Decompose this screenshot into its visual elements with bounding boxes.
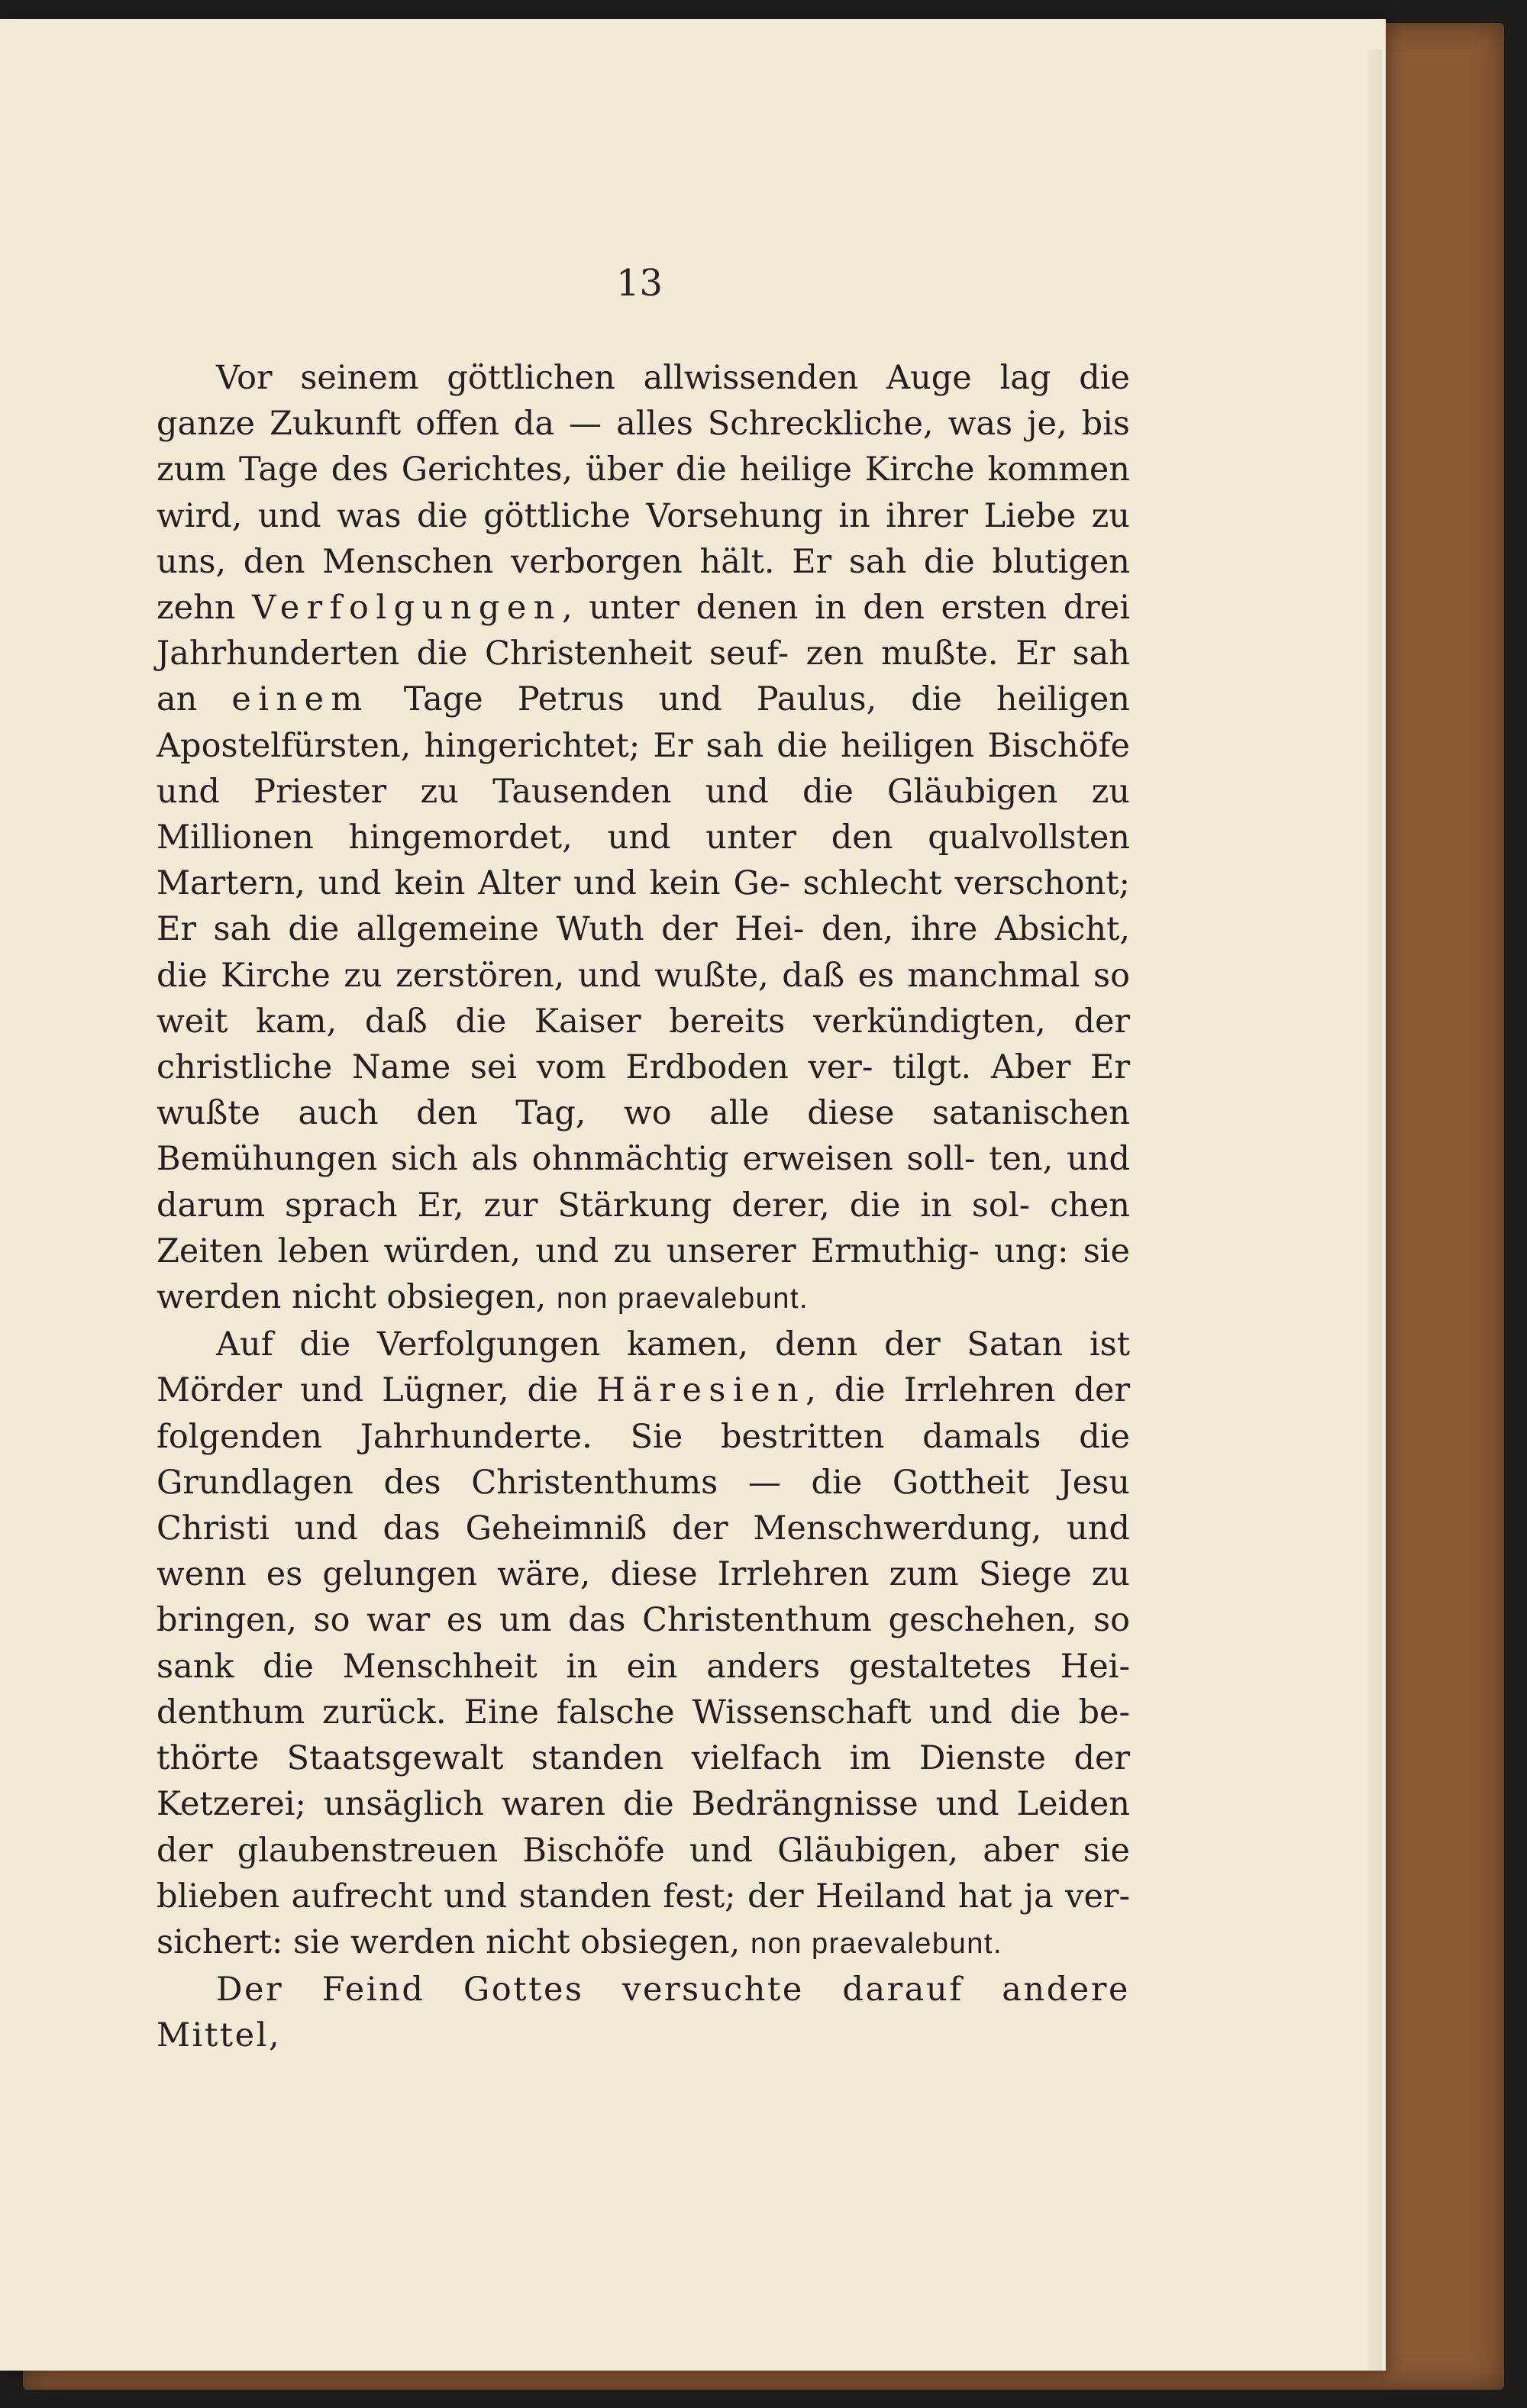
paragraph-1: [157, 355, 1130, 1322]
book-page: [0, 19, 1386, 2371]
paragraph-text: Auf die Verfolgungen kamen, denn der Satan ist Mörder und Lügner, die: [157, 1325, 1130, 1410]
emphasized-term: Verfolgungen: [252, 589, 562, 628]
paragraph-text: , die Irrlehren der folgenden Jahrhunderte. Sie bestritten damals die Grundlagen des Christenthums — die Gottheit Jesu Christi und das Geheimniß der Menschwerdung, und wenn es gelungen wäre, diese Irrlehren zum Siege zu bringen, so war es um das Christenthum geschehen, so sank die Menschheit in ein anders gestaltetes Hei- denthum zurück. Eine falsche Wissenschaft und die be- thörte Staatsgewalt standen vielfach im Dienste der Ketzerei; unsäglich waren die Bedrängnisse und Leiden der glaubenstreuen Bischöfe und Gläubigen, aber sie blieben aufrecht und standen fest; der Heiland hat ja ver- sichert: sie werden nicht obsiegen,: [157, 1371, 1130, 1961]
body-text: [157, 355, 1130, 2059]
emphasized-term: einem: [231, 680, 370, 719]
paragraph-2: [157, 1322, 1130, 1967]
page-number: 13: [615, 262, 663, 305]
paragraph-text: , unter denen in den ersten drei Jahrhunderten die Christenheit seuf- zen mußte. Er sah an: [157, 589, 1130, 719]
emphasized-term: Häresien: [596, 1371, 806, 1410]
paragraph-3: [157, 1967, 1130, 2058]
latin-phrase: non praevalebunt.: [750, 1927, 1003, 1960]
paragraph-text: Vor seinem göttlichen allwissenden Auge lag die ganze Zukunft offen da — alles Schreckliche, was je, bis zum Tage des Gerichtes, über die heilige Kirche kommen wird, und was die göttliche Vorsehung in ihrer Liebe zu uns, den Menschen verborgen hält. Er sah die blutigen zehn: [157, 359, 1130, 628]
page-edge: [1367, 50, 1382, 2371]
paragraph-text: Der Feind Gottes versuchte darauf andere Mittel,: [157, 1971, 1130, 2055]
paragraph-text: Tage Petrus und Paulus, die heiligen Apostelfürsten, hingerichtet; Er sah die heiligen Bischöfe und Priester zu Tausenden und die Gläubigen zu Millionen hingemordet, und unter den qualvollsten Martern, und kein Alter und kein Ge- schlecht verschont; Er sah die allgemeine Wuth der Hei- den, ihre Absicht, die Kirche zu zerstören, und wußte, daß es manchmal so weit kam, daß die Kaiser bereits verkündigten, der christliche Name sei vom Erdboden ver- tilgt. Aber Er wußte auch den Tag, wo alle diese satanischen Bemühungen sich als ohnmächtig erweisen soll- ten, und darum sprach Er, zur Stärkung derer, die in sol- chen Zeiten leben würden, und zu unserer Ermuthig- ung: sie werden nicht obsiegen,: [157, 680, 1130, 1317]
latin-phrase: non praevalebunt.: [557, 1283, 809, 1315]
